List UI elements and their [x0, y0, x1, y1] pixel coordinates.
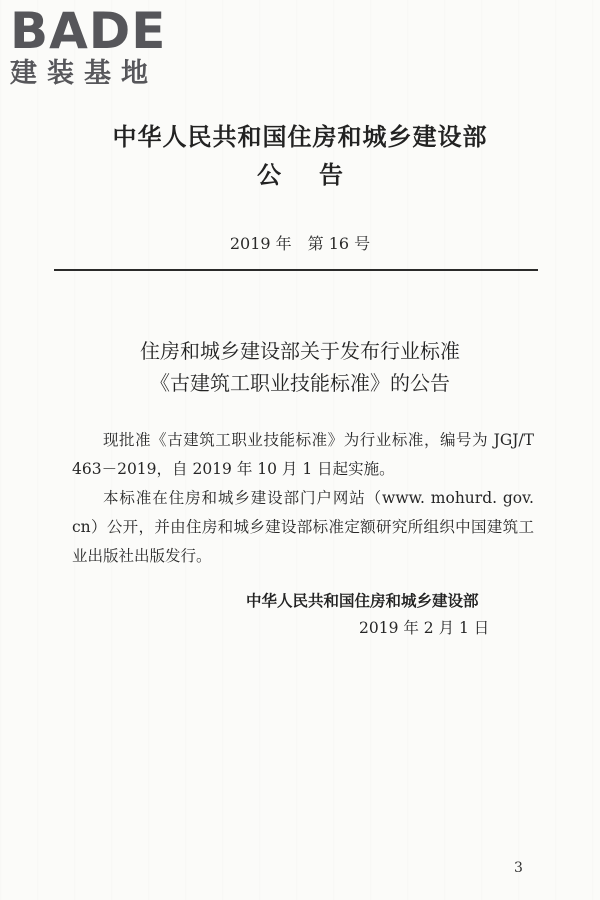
signature-organization: 中华人民共和国住房和城乡建设部 [246, 591, 479, 610]
header-divider [54, 269, 538, 271]
body-paragraph-2: 本标准在住房和城乡建设部门户网站（www. mohurd. gov. cn）公开，并由住房和城乡建设部标准定额研究所组织中国建筑工业出版社出版发行。 [72, 489, 534, 565]
logo-subtitle: 建装基地 [10, 58, 158, 89]
notice-body [72, 426, 534, 571]
document-type-heading: 公告 [257, 160, 381, 189]
issue-number: 2019 年 第 16 号 [229, 234, 371, 253]
bade-logo [8, 4, 178, 94]
issuer-title: 中华人民共和国住房和城乡建设部 [112, 122, 488, 151]
body-paragraph-1: 现批准《古建筑工职业技能标准》为行业标准，编号为 JGJ/T 463－2019，自 2019 年 10 月 1 日起实施。 [72, 431, 534, 478]
page-number: 3 [514, 860, 523, 876]
logo-wordmark: BADE [10, 2, 167, 60]
notice-subject [0, 335, 600, 399]
signature-date: 2019 年 2 月 1 日 [359, 619, 490, 637]
subject-line-1: 住房和城乡建设部关于发布行业标准 [140, 339, 460, 363]
subject-line-2: 《古建筑工职业技能标准》的公告 [150, 371, 450, 395]
